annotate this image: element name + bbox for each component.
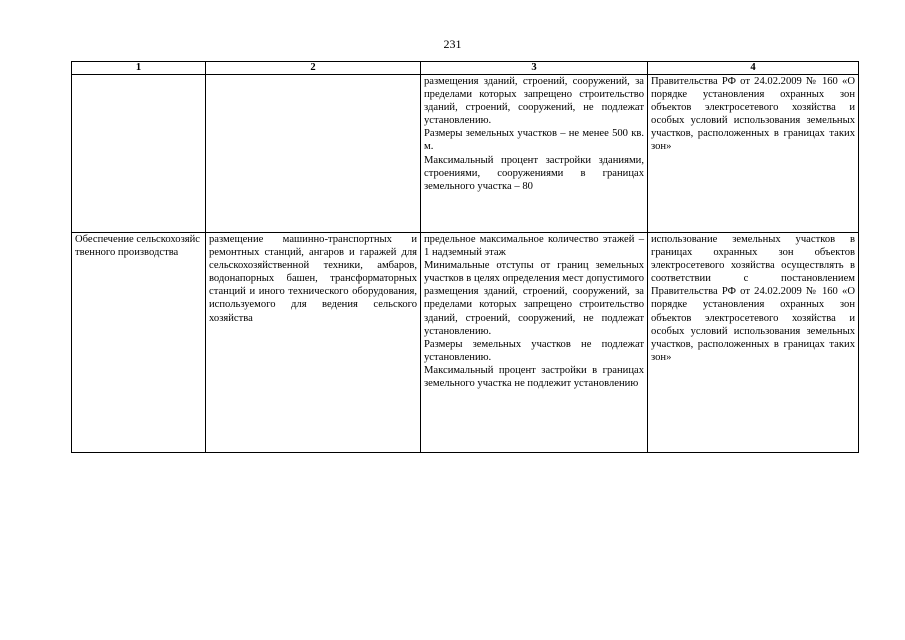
row2-col3-para-1: предельное максимальное количество этажей – 1 надземный этаж <box>424 234 644 259</box>
header-col-4: 4 <box>648 62 859 75</box>
row1-col1-cell <box>72 75 206 233</box>
header-col-3: 3 <box>421 62 648 75</box>
row1-col3-para-3: Максимальный процент застройки зданиями, строениями, сооружениями в границах земельного участка – 80 <box>424 154 644 192</box>
row1-col4-cell <box>648 75 859 233</box>
row2-col3-para-2: Минимальные отступы от границ земельных участков в целях определения мест допустимого размещения зданий, строений, сооружений, за пределами которых запрещено строительство зданий, строений, сооружений, не подлежат установлению. <box>424 260 644 337</box>
row2-col2-para-1: размещение машинно-транспортных и ремонтных станций, ангаров и гаражей для сельскохозяйственной техники, амбаров, водонапорных башен, трансформаторных станций и иного технического оборудования, используемого для ведения сельского хозяйства <box>209 234 417 324</box>
row2-col3-para-4: Максимальный процент застройки в границах земельного участка не подлежит установлению <box>424 364 644 390</box>
row2-col4-cell <box>648 233 859 453</box>
table-row <box>72 233 859 453</box>
row1-col3-para-1: размещения зданий, строений, сооружений, за пределами которых запрещено строительство зданий, строений, сооружений, не подлежат установлению. <box>424 76 644 127</box>
row2-col2-cell <box>206 233 421 453</box>
row1-col3-para-2: Размеры земельных участков – не менее 500 кв. м. <box>424 128 644 153</box>
header-col-1: 1 <box>72 62 206 75</box>
row2-col4-para-1: использование земельных участков в границах охранных зон объектов электросетевого хозяйства осуществлять в соответствии с постановлением Правительства РФ от 24.02.2009 № 160 «О порядке установления охранных зон объектов электросетевого хозяйства и особых условий использования земельных участков, расположенных в границах таких зон» <box>651 234 855 363</box>
row2-col1-cell <box>72 233 206 453</box>
row2-col3-para-3: Размеры земельных участков не подлежат установлению. <box>424 338 644 363</box>
row2-col3-cell <box>421 233 648 453</box>
table-header-row <box>72 62 859 75</box>
row1-col2-cell <box>206 75 421 233</box>
regulations-table <box>71 61 859 453</box>
row2-col1-para-1: Обеспечение сельскохозяйственного производства <box>75 234 201 259</box>
row1-col3-cell <box>421 75 648 233</box>
row1-col4-para-1: Правительства РФ от 24.02.2009 № 160 «О порядке установления охранных зон объектов электросетевого хозяйства и особых условий использования земельных участков, расположенных в границах таких зон» <box>651 76 855 153</box>
page-number: 231 <box>443 37 462 51</box>
table-row <box>72 75 859 233</box>
header-col-2: 2 <box>206 62 421 75</box>
